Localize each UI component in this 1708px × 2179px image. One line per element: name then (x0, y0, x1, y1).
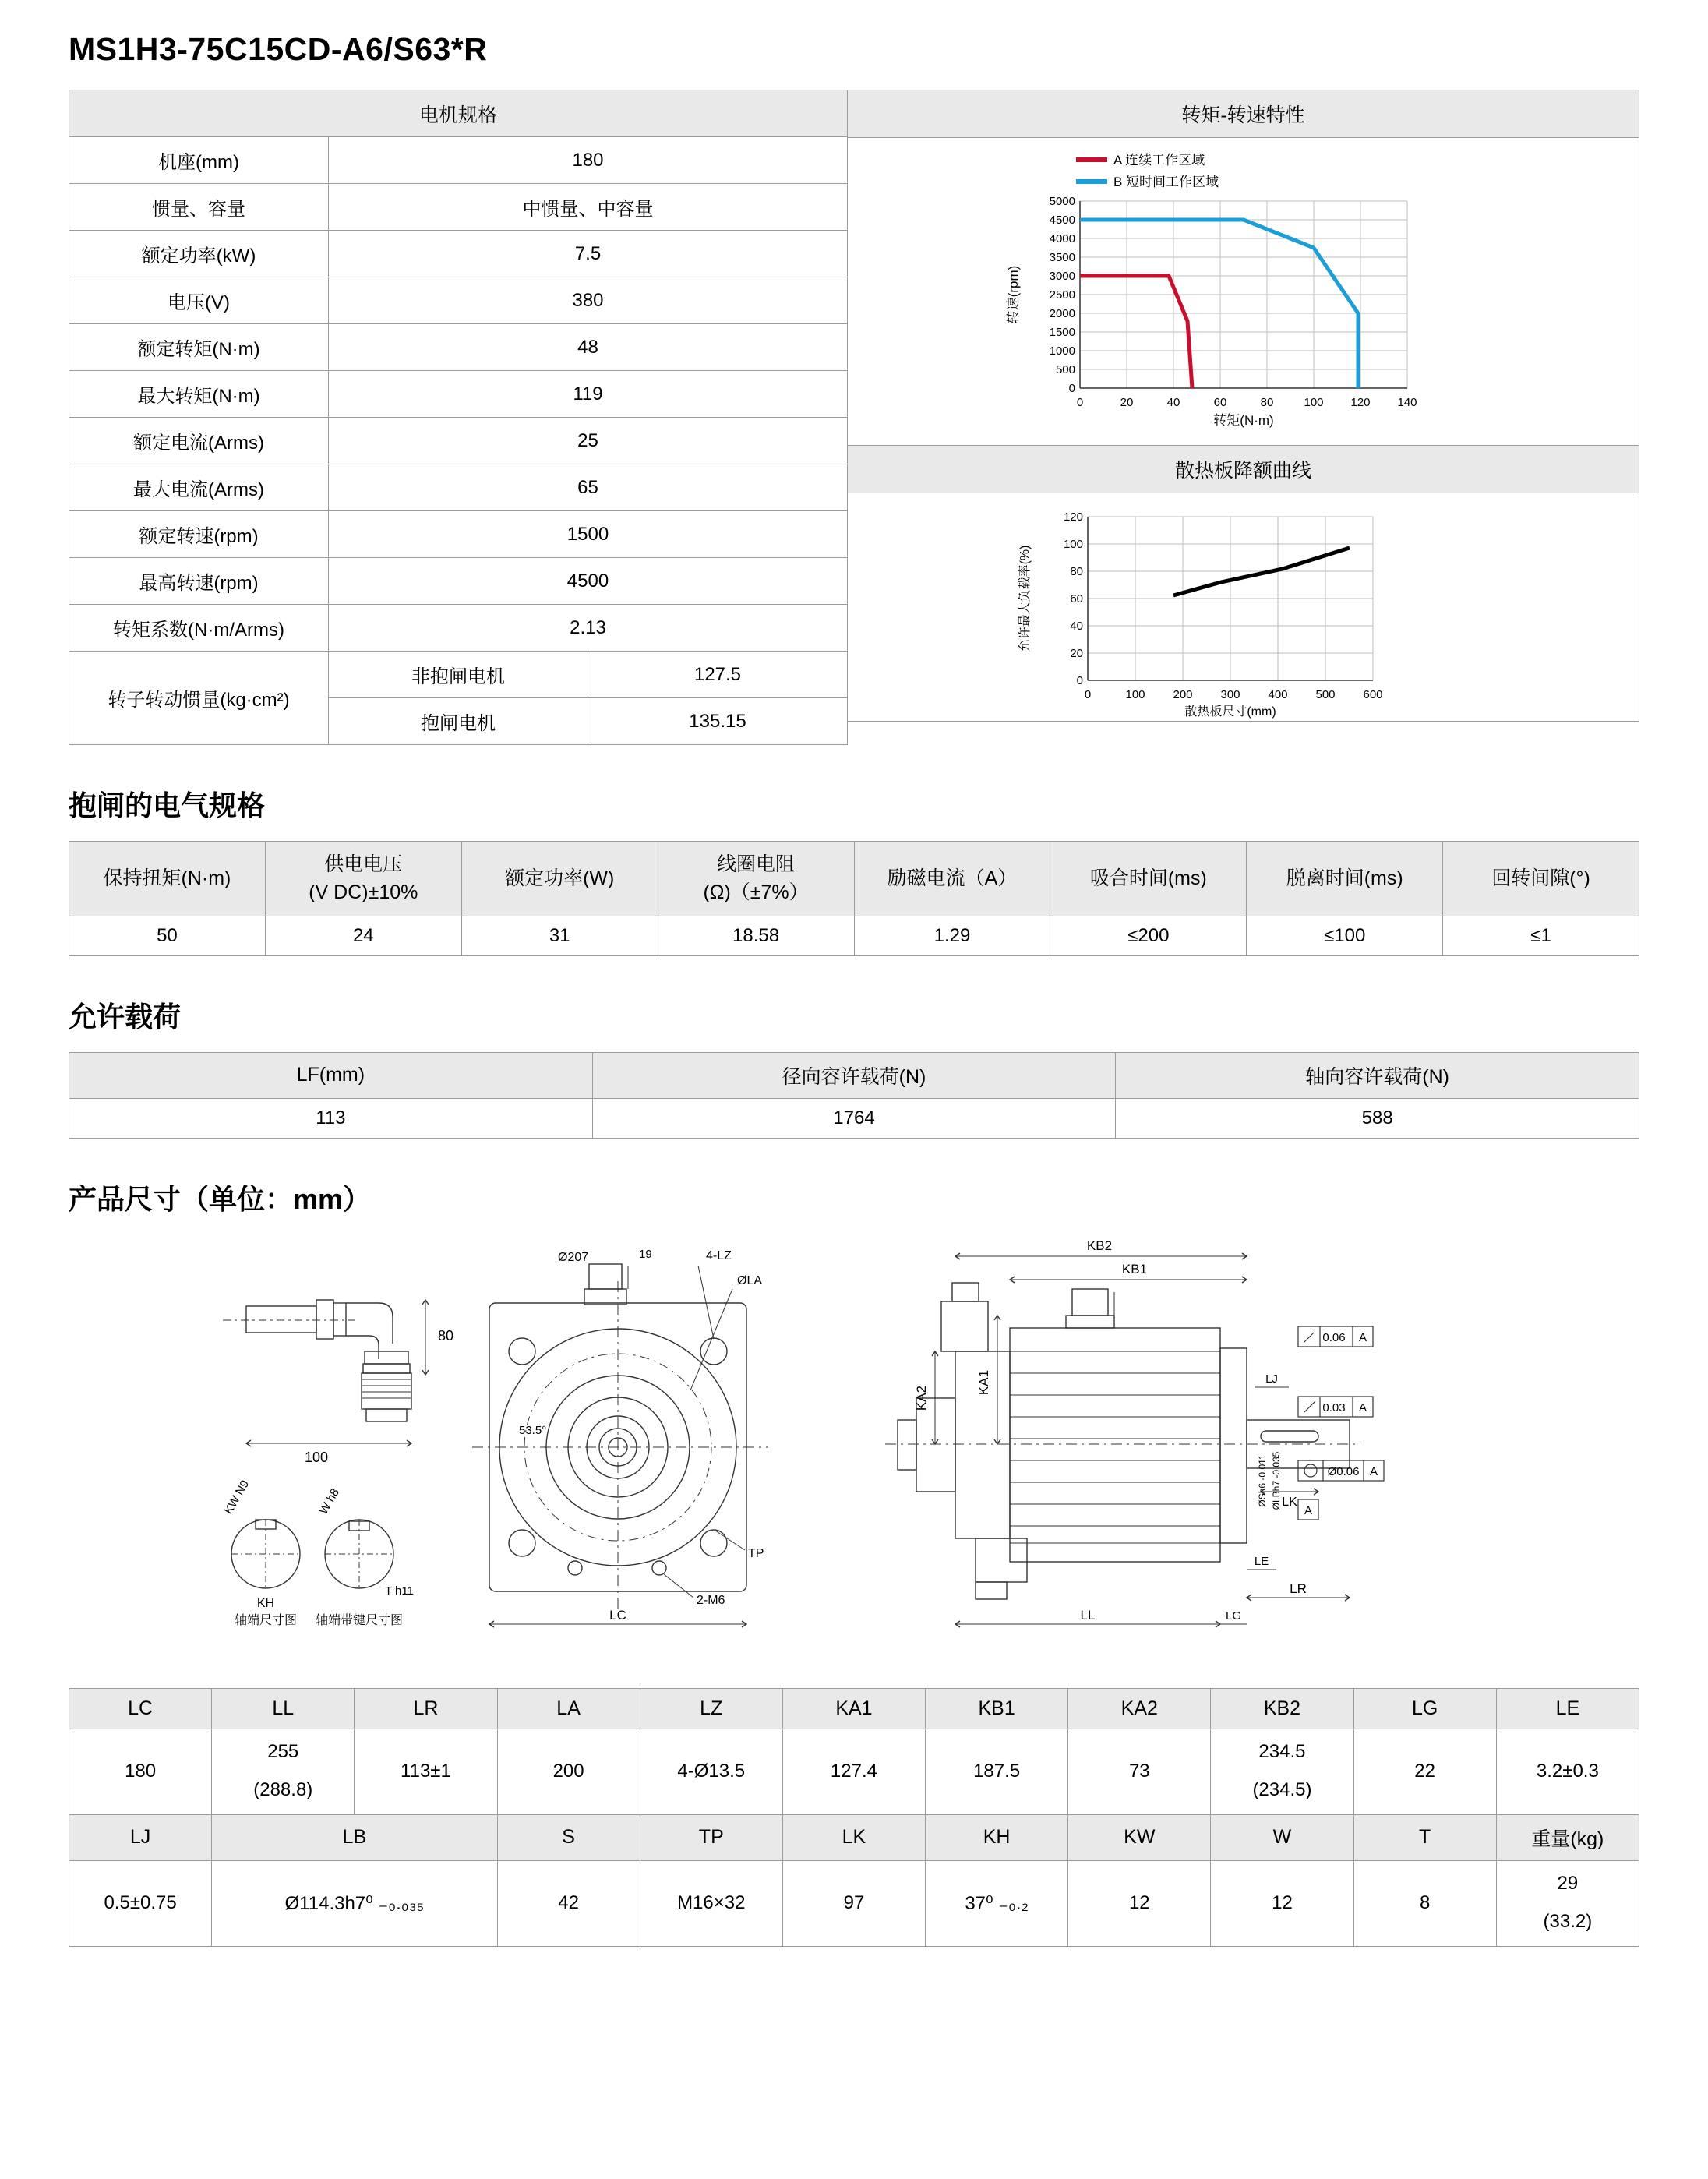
load-value: 1764 (592, 1098, 1116, 1138)
brake-value: ≤1 (1443, 916, 1639, 955)
dim-value: 22 (1353, 1729, 1496, 1814)
svg-text:500: 500 (1055, 363, 1075, 376)
connector-view (223, 1300, 453, 1465)
table-row (69, 418, 848, 464)
brake-spec-table (69, 841, 1639, 956)
svg-text:W h8: W h8 (316, 1485, 342, 1517)
brake-header (1247, 842, 1443, 916)
svg-text:KB1: KB1 (1121, 1261, 1148, 1277)
spec-label: 电压(V) (69, 277, 329, 324)
spec-label: 最大电流(Arms) (69, 464, 329, 511)
dim-header: KW (1068, 1814, 1211, 1860)
svg-text:1000: 1000 (1049, 344, 1075, 358)
svg-text:轴端带键尺寸图: 轴端带键尺寸图 (315, 1613, 404, 1627)
table-row (69, 184, 848, 231)
brake-value: 1.29 (854, 916, 1050, 955)
dim-value-line1: 255 (267, 1741, 299, 1763)
brake-header-line1: 额定功率(W) (505, 867, 615, 890)
dim-value-line2: (234.5) (1252, 1779, 1312, 1800)
dimension-drawing (69, 1234, 1639, 1671)
spec-label: 额定功率(kW) (69, 231, 329, 277)
svg-text:80: 80 (1069, 565, 1083, 578)
svg-text:A 连续工作区域: A 连续工作区域 (1113, 153, 1205, 168)
motor-spec-section (69, 90, 1639, 745)
spec-label: 转矩系数(N·m/Arms) (69, 605, 329, 652)
svg-text:LK: LK (1282, 1495, 1297, 1509)
brake-header-line1: 吸合时间(ms) (1089, 867, 1207, 890)
dim-value: 127.4 (782, 1729, 925, 1814)
spec-value: 380 (329, 277, 848, 324)
brake-header (658, 842, 854, 916)
brake-header-line1: 线圈电阻 (717, 853, 796, 875)
brake-header-line1: 供电电压 (324, 853, 403, 875)
derating-chart-title: 散热板降额曲线 (848, 446, 1639, 493)
dim-value-line2: (33.2) (1543, 1911, 1593, 1932)
svg-text:A: A (1358, 1330, 1367, 1344)
dim-value-line2: (288.8) (253, 1779, 313, 1800)
table-row (69, 1860, 1639, 1946)
table-row (69, 1688, 1639, 1729)
motor-spec-table (69, 90, 848, 745)
svg-text:4000: 4000 (1049, 232, 1075, 245)
svg-text:TP: TP (748, 1546, 764, 1560)
svg-text:19: 19 (639, 1247, 652, 1261)
svg-text:0: 0 (1084, 688, 1091, 701)
spec-value: 中惯量、中容量 (329, 184, 848, 231)
torque-speed-chart-box (848, 90, 1639, 446)
dim-header: KH (926, 1814, 1068, 1860)
svg-text:500: 500 (1315, 688, 1336, 701)
dimensions-title: 产品尺寸（单位：mm） (69, 1182, 372, 1215)
svg-text:20: 20 (1120, 396, 1133, 409)
spec-value: 48 (329, 324, 848, 371)
svg-text:400: 400 (1267, 688, 1288, 701)
dim-value: 187.5 (926, 1729, 1068, 1814)
table-row (69, 231, 848, 277)
dim-value: 8 (1353, 1860, 1496, 1946)
svg-text:T h11: T h11 (385, 1584, 414, 1598)
dim-header: LK (782, 1814, 925, 1860)
spec-value: 119 (329, 371, 848, 418)
svg-text:0: 0 (1076, 674, 1083, 687)
brake-header (461, 842, 658, 916)
inertia-sub-label: 抱闸电机 (329, 698, 588, 745)
svg-text:KB2: KB2 (1086, 1238, 1113, 1253)
table-row (69, 1814, 1639, 1860)
motor-spec-table-wrap (69, 90, 848, 745)
spec-value: 25 (329, 418, 848, 464)
load-value: 588 (1116, 1098, 1639, 1138)
spec-value: 180 (329, 137, 848, 184)
table-row (69, 1729, 1639, 1814)
svg-text:200: 200 (1172, 688, 1193, 701)
svg-text:4-LZ: 4-LZ (706, 1248, 732, 1263)
svg-text:0: 0 (1068, 382, 1075, 395)
svg-text:20: 20 (1069, 647, 1083, 660)
dim-value: 3.2±0.3 (1496, 1729, 1639, 1814)
svg-text:LL: LL (1080, 1607, 1096, 1623)
svg-text:A: A (1304, 1503, 1313, 1517)
svg-text:ØSh6 -0.011: ØSh6 -0.011 (1257, 1453, 1268, 1507)
brake-value: ≤100 (1247, 916, 1443, 955)
dim-value: M16×32 (640, 1860, 782, 1946)
brake-header (1050, 842, 1247, 916)
svg-text:80: 80 (438, 1327, 454, 1344)
dim-value: Ø114.3h7⁰ ₋₀.₀₃₅ (212, 1860, 497, 1946)
spec-label: 最大转矩(N·m) (69, 371, 329, 418)
torque-speed-chart-title: 转矩-转速特性 (848, 90, 1639, 138)
svg-text:1500: 1500 (1049, 326, 1075, 339)
brake-header (265, 842, 461, 916)
svg-text:ØLBh7 -0.035: ØLBh7 -0.035 (1271, 1451, 1282, 1510)
dim-header: LC (69, 1688, 212, 1729)
svg-text:允许最大负载率(%): 允许最大负载率(%) (1018, 545, 1032, 652)
svg-text:600: 600 (1362, 688, 1383, 701)
brake-header (1443, 842, 1639, 916)
svg-text:LG: LG (1225, 1609, 1242, 1623)
torque-speed-chart (1002, 143, 1485, 439)
inertia-sub-value: 127.5 (588, 652, 848, 698)
dim-value: 12 (1211, 1860, 1353, 1946)
dim-value (69, 1729, 212, 1814)
table-row (69, 842, 1639, 916)
svg-text:100: 100 (1303, 396, 1324, 409)
svg-text:LC: LC (609, 1607, 626, 1623)
dim-value (1211, 1729, 1353, 1814)
svg-text:80: 80 (1260, 396, 1273, 409)
dim-value: 0.5±0.75 (69, 1860, 212, 1946)
load-header: 轴向容许载荷(N) (1116, 1052, 1639, 1098)
dim-value-line1: 29 (1557, 1873, 1579, 1895)
dim-header: LB (212, 1814, 497, 1860)
table-row (69, 511, 848, 558)
svg-text:KH: KH (256, 1596, 275, 1610)
inertia-sub-value: 135.15 (588, 698, 848, 745)
spec-label: 额定转矩(N·m) (69, 324, 329, 371)
svg-text:100: 100 (304, 1449, 329, 1465)
dim-value-line1: 180 (125, 1761, 157, 1782)
page-title: MS1H3-75C15CD-A6/S63*R (69, 31, 488, 67)
derating-chart (1002, 493, 1485, 719)
dim-value (212, 1729, 355, 1814)
dim-header: LL (212, 1688, 355, 1729)
svg-text:转速(rpm): 转速(rpm) (1005, 265, 1021, 324)
load-spec-title: 允许载荷 (69, 1000, 182, 1033)
brake-header (69, 842, 266, 916)
dim-header: T (1353, 1814, 1496, 1860)
table-row (69, 652, 848, 698)
brake-value: 50 (69, 916, 266, 955)
table-row (69, 464, 848, 511)
dim-header: LJ (69, 1814, 212, 1860)
derating-chart-box (848, 446, 1639, 722)
table-row (69, 558, 848, 605)
motor-spec-header: 电机规格 (69, 90, 848, 137)
load-header: LF(mm) (69, 1052, 593, 1098)
svg-text:Ø0.06: Ø0.06 (1327, 1464, 1360, 1478)
brake-header-line1: 回转间隙(°) (1491, 867, 1590, 890)
dim-header: W (1211, 1814, 1353, 1860)
brake-header-line1: 保持扭矩(N·m) (103, 867, 231, 890)
dim-header: KA2 (1068, 1688, 1211, 1729)
table-row (69, 371, 848, 418)
svg-text:KA2: KA2 (914, 1385, 929, 1411)
derating-chart-body (848, 493, 1639, 721)
dim-value (1496, 1860, 1639, 1946)
svg-text:0.06: 0.06 (1322, 1330, 1346, 1344)
dim-header: LE (1496, 1688, 1639, 1729)
spec-label: 额定电流(Arms) (69, 418, 329, 464)
brake-header-line2: (V DC)±10% (309, 881, 418, 904)
dim-header: LZ (640, 1688, 782, 1729)
table-row (69, 90, 848, 137)
spec-value: 4500 (329, 558, 848, 605)
dim-header: KA1 (782, 1688, 925, 1729)
dimension-table-1 (69, 1688, 1639, 1947)
svg-text:40: 40 (1166, 396, 1180, 409)
svg-text:0.03: 0.03 (1322, 1400, 1346, 1414)
torque-speed-chart-body (848, 138, 1639, 445)
svg-text:转矩(N·m): 转矩(N·m) (1212, 413, 1274, 428)
svg-text:KW N9: KW N9 (221, 1477, 252, 1517)
svg-text:2500: 2500 (1049, 288, 1075, 302)
inertia-label: 转子转动惯量(kg·cm²) (69, 652, 329, 745)
dim-header: S (497, 1814, 640, 1860)
brake-header (854, 842, 1050, 916)
svg-text:100: 100 (1124, 688, 1145, 701)
dim-header: LG (1353, 1688, 1496, 1729)
svg-text:40: 40 (1069, 620, 1083, 633)
dim-value: 12 (1068, 1860, 1211, 1946)
table-row (69, 605, 848, 652)
svg-text:300: 300 (1219, 688, 1240, 701)
dim-header: LR (355, 1688, 497, 1729)
spec-value: 65 (329, 464, 848, 511)
table-row (69, 324, 848, 371)
svg-text:LJ: LJ (1265, 1372, 1278, 1386)
svg-text:120: 120 (1350, 396, 1371, 409)
svg-text:53.5°: 53.5° (519, 1423, 547, 1437)
brake-spec-title: 抱闸的电气规格 (69, 789, 266, 821)
spec-value: 7.5 (329, 231, 848, 277)
svg-text:3000: 3000 (1049, 270, 1075, 283)
svg-text:0: 0 (1076, 396, 1083, 409)
dim-value: 200 (497, 1729, 640, 1814)
brake-value: 18.58 (658, 916, 854, 955)
spec-value: 1500 (329, 511, 848, 558)
svg-text:60: 60 (1213, 396, 1226, 409)
dimension-drawing-svg (192, 1234, 1516, 1671)
dim-header: LA (497, 1688, 640, 1729)
svg-text:2000: 2000 (1049, 307, 1075, 320)
spec-label: 惯量、容量 (69, 184, 329, 231)
shaft-end-detail (222, 1478, 414, 1627)
table-row (69, 137, 848, 184)
table-row (69, 1098, 1639, 1138)
svg-text:120: 120 (1063, 510, 1083, 524)
dim-header: TP (640, 1814, 782, 1860)
dim-value: 42 (497, 1860, 640, 1946)
load-spec-table (69, 1052, 1639, 1139)
spec-label: 额定转速(rpm) (69, 511, 329, 558)
load-value: 113 (69, 1098, 593, 1138)
dim-value: 113±1 (355, 1729, 497, 1814)
dim-value: 73 (1068, 1729, 1211, 1814)
spec-label: 机座(mm) (69, 137, 329, 184)
brake-value: 24 (265, 916, 461, 955)
dim-value: 37⁰ ₋₀.₂ (926, 1860, 1068, 1946)
svg-text:4500: 4500 (1049, 214, 1075, 227)
svg-text:轴端尺寸图: 轴端尺寸图 (234, 1613, 298, 1627)
side-section-view (885, 1238, 1384, 1627)
spec-value: 2.13 (329, 605, 848, 652)
dim-value-line1: 234.5 (1258, 1741, 1306, 1763)
spec-label: 最高转速(rpm) (69, 558, 329, 605)
svg-text:ØLA: ØLA (737, 1273, 763, 1287)
brake-header-line1: 脱离时间(ms) (1286, 867, 1403, 890)
svg-text:LR: LR (1290, 1580, 1307, 1596)
svg-text:Ø207: Ø207 (558, 1250, 589, 1264)
svg-text:A: A (1358, 1400, 1367, 1414)
dim-value: 4-Ø13.5 (640, 1729, 782, 1814)
brake-header-line1: 励磁电流（A） (887, 867, 1018, 890)
front-face-view (472, 1248, 768, 1627)
inertia-sub-label: 非抱闸电机 (329, 652, 588, 698)
brake-value: 31 (461, 916, 658, 955)
svg-text:KA1: KA1 (976, 1369, 991, 1395)
svg-text:3500: 3500 (1049, 251, 1075, 264)
svg-text:LE: LE (1254, 1554, 1269, 1568)
charts-column (848, 90, 1639, 745)
svg-text:散热板尺寸(mm): 散热板尺寸(mm) (1184, 705, 1276, 719)
dim-header: 重量(kg) (1496, 1814, 1639, 1860)
svg-text:100: 100 (1063, 538, 1083, 551)
dim-value: 97 (782, 1860, 925, 1946)
svg-text:140: 140 (1396, 396, 1417, 409)
table-row (69, 916, 1639, 955)
svg-text:B 短时间工作区域: B 短时间工作区域 (1113, 175, 1219, 189)
svg-text:5000: 5000 (1049, 195, 1075, 208)
dim-header: KB2 (1211, 1688, 1353, 1729)
svg-text:2-M6: 2-M6 (697, 1593, 725, 1607)
brake-value: ≤200 (1050, 916, 1247, 955)
svg-text:A: A (1369, 1464, 1378, 1478)
svg-text:60: 60 (1069, 592, 1083, 606)
brake-header-line2: (Ω)（±7%） (703, 881, 809, 904)
table-row (69, 1052, 1639, 1098)
load-header: 径向容许载荷(N) (592, 1052, 1116, 1098)
table-row (69, 277, 848, 324)
dim-header: KB1 (926, 1688, 1068, 1729)
